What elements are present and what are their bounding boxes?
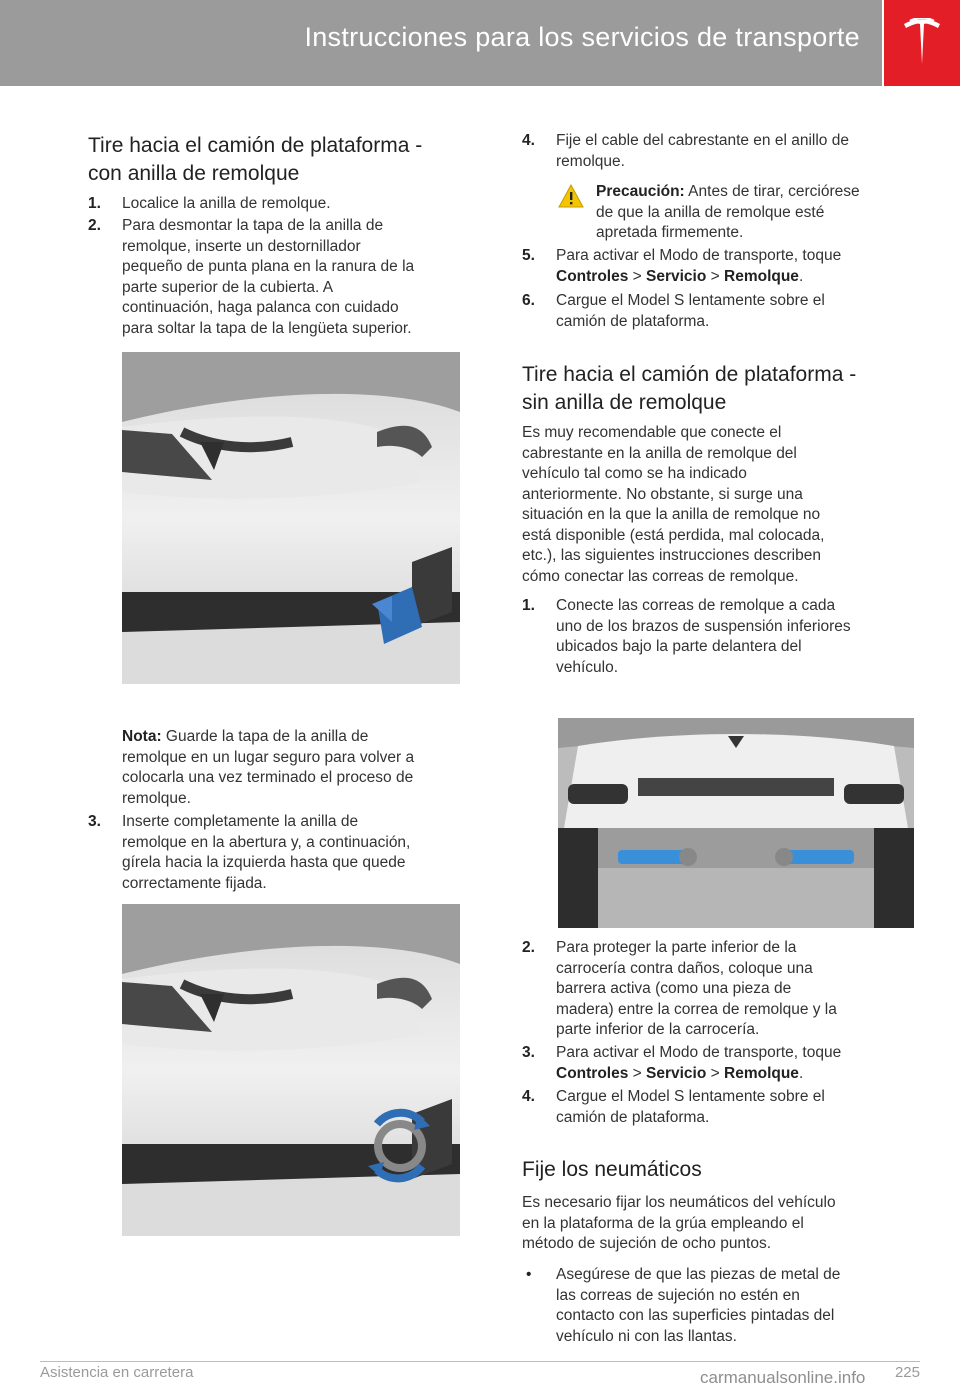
text-line: vehículo tal como se ha indicado (522, 465, 747, 482)
text-line: situación en la que la anilla de remolque no (522, 506, 821, 523)
step-number: 3. (522, 1044, 535, 1061)
heading-line: Tire hacia el camión de plataforma - (522, 363, 857, 386)
step-text (556, 1043, 841, 1084)
text-line: remolque, inserte un destornillador (122, 237, 361, 255)
text-line: camión de plataforma. (556, 312, 710, 330)
watermark: carmanualsonline.info (700, 1368, 866, 1387)
menu-path-separator: > (706, 1064, 724, 1082)
text-line: remolque en un lugar seguro para volver a (122, 748, 415, 766)
step-number: 4. (522, 132, 535, 149)
caution-block (596, 182, 926, 246)
step-item (88, 216, 488, 342)
menu-path-separator: > (628, 1064, 647, 1082)
text-line: remolque. (556, 152, 625, 170)
text-line: Fije el cable del cabrestante en el anillo de (556, 132, 849, 149)
step-text (556, 246, 841, 287)
footer-divider (40, 1361, 920, 1362)
text-line: colocarla una vez terminado el proceso de (122, 769, 414, 786)
text-line: continuación, haga palanca con cuidado (122, 299, 399, 316)
heading-line: sin anilla de remolque (522, 391, 727, 414)
text-line: Es muy recomendable que conecte el (522, 424, 782, 441)
text-line: método de sujeción de ocho puntos. (522, 1235, 772, 1252)
step-text: Localice la anilla de remolque. (122, 195, 331, 212)
text-line: camión de plataforma. (556, 1108, 710, 1126)
step-number: 6. (522, 292, 535, 309)
bullet-text (556, 1265, 840, 1347)
note-block (122, 727, 492, 811)
text-line: ubicados bajo la parte delantera del (556, 638, 802, 655)
intro-paragraph (522, 423, 922, 587)
text-line: Conecte las correas de remolque a cada (556, 597, 836, 614)
brand-logo-box (884, 0, 960, 86)
menu-path-separator: > (628, 267, 647, 285)
step-number: 1. (522, 597, 535, 614)
text-line: cabrestante en la anilla de remolque del (522, 444, 797, 462)
text-line: Es necesario fijar los neumáticos del vehículo (522, 1194, 836, 1211)
step-item (522, 246, 922, 288)
menu-path-service: Servicio (646, 267, 707, 285)
step-number: 4. (522, 1088, 535, 1105)
step-item (522, 596, 922, 680)
step-item (522, 1087, 922, 1129)
step-text (556, 1087, 825, 1128)
menu-path-towing: Remolque (724, 267, 799, 285)
text-line: vehículo ni con las llantas. (556, 1327, 737, 1345)
heading-secure-tires: Fije los neumáticos (522, 1158, 702, 1181)
step-text (556, 938, 837, 1041)
bullet-item (522, 1265, 922, 1349)
text-line: Cargue el Model S lentamente sobre el (556, 1088, 825, 1105)
tow-eye-cover-illustration (122, 352, 460, 684)
text-line: Para activar el Modo de transporte, toque (556, 1044, 842, 1061)
text-line: madera) entre la correa de remolque y la (556, 1000, 837, 1018)
step-text (122, 216, 414, 339)
text-line: las correas de sujeción no estén en (556, 1286, 800, 1304)
tow-strap-underside-illustration (558, 718, 914, 928)
text-line: gírela hacia la izquierda hasta que quede (122, 854, 406, 871)
punctuation: . (798, 267, 804, 285)
text-line: carrocería contra daños, coloque una (556, 959, 813, 977)
bullet-mark: • (526, 1266, 532, 1283)
text-line: Cargue el Model S lentamente sobre el (556, 292, 825, 309)
heading-line: Tire hacia el camión de plataforma - (88, 134, 423, 157)
text-line: en la plataforma de la grúa empleando el (522, 1214, 804, 1232)
page-number: 225 (894, 1364, 920, 1381)
menu-path-controls: Controles (556, 267, 629, 285)
text-line: vehículo. (556, 658, 619, 676)
text-line: para soltar la tapa de la lengüeta superior. (122, 319, 412, 337)
menu-path-controls: Controles (556, 1064, 629, 1082)
step-number: 2. (88, 217, 101, 234)
step-text (122, 812, 410, 894)
install-tow-eye-illustration (122, 904, 460, 1236)
menu-path-separator: > (706, 267, 724, 285)
step-item (522, 131, 922, 173)
step-number: 2. (522, 939, 535, 956)
text-line: Para proteger la parte inferior de la (556, 939, 797, 956)
note-label: Nota: (122, 728, 162, 745)
text-line: Antes de tirar, cerciórese (684, 183, 860, 200)
text-line: etc.), las siguientes instrucciones describen (522, 547, 821, 564)
step-text (556, 596, 851, 678)
step-item (522, 938, 922, 1044)
text-line: remolque. (122, 789, 191, 807)
menu-path-towing: Remolque (724, 1064, 799, 1082)
text-line: contacto con las superficies pintadas del (556, 1307, 835, 1324)
step-item (522, 291, 922, 333)
footer-section-name: Asistencia en carretera (40, 1364, 194, 1381)
step-number: 3. (88, 813, 101, 830)
step-item (522, 1043, 922, 1085)
text-line: pequeño de punta plana en la ranura de la (122, 258, 415, 275)
heading-with-tow-ring (88, 132, 488, 188)
step-item (88, 194, 488, 216)
heading-line: con anilla de remolque (88, 162, 300, 185)
heading-without-tow-ring (522, 361, 942, 417)
warning-icon (558, 184, 584, 208)
step-text (556, 131, 849, 172)
step-number: 1. (88, 195, 101, 212)
note-text (122, 727, 414, 809)
punctuation: . (798, 1064, 804, 1082)
text-line: remolque en la abertura y, a continuación, (122, 833, 411, 851)
caution-text (596, 182, 860, 244)
text-line: está disponible (está perdida, mal colocada, (522, 526, 825, 544)
text-line: Asegúrese de que las piezas de metal de (556, 1266, 841, 1283)
text-line: apretada firmemente. (596, 224, 744, 241)
step-number: 5. (522, 247, 535, 264)
text-line: parte inferior de la carrocería. (556, 1021, 760, 1038)
text-line: Guarde la tapa de la anilla de (161, 728, 369, 745)
caution-label: Precaución: (596, 183, 685, 200)
text-line: Para desmontar la tapa de la anilla de (122, 217, 384, 234)
tesla-logo-icon (902, 18, 942, 66)
menu-path-service: Servicio (646, 1064, 707, 1082)
text-line: anteriormente. No obstante, si surge una (522, 485, 803, 503)
text-line: parte superior de la cubierta. A (122, 278, 334, 296)
text-line: de que la anilla de remolque esté (596, 203, 825, 221)
step-item (88, 812, 488, 896)
text-line: correctamente fijada. (122, 874, 267, 892)
text-line: uno de los brazos de suspensión inferiores (556, 617, 851, 635)
text-line: barrera activa (como una pieza de (556, 980, 792, 997)
text-line: Para activar el Modo de transporte, toque (556, 247, 842, 264)
step-text (556, 291, 825, 332)
page-title: Instrucciones para los servicios de transporte (304, 22, 860, 52)
text-line: Inserte completamente la anilla de (122, 813, 359, 830)
secure-tires-paragraph (522, 1193, 922, 1255)
text-line: cómo conectar las correas de remolque. (522, 567, 799, 585)
